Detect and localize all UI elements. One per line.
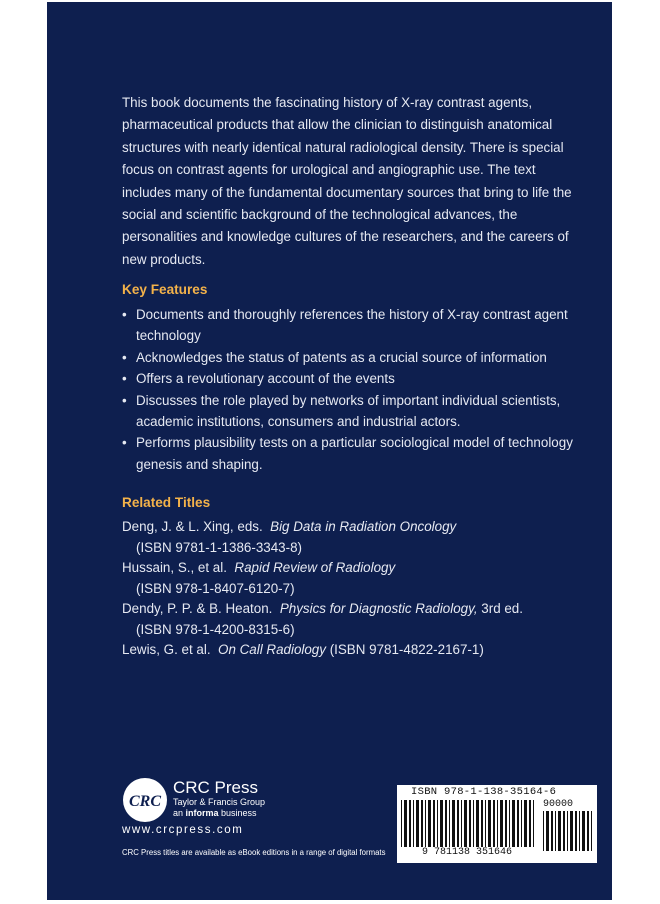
barcode-bar: [551, 811, 553, 851]
book-title: Big Data in Radiation Oncology: [270, 519, 457, 534]
barcode-bar: [461, 800, 462, 851]
barcode-bar: [558, 811, 561, 851]
barcode-bar: [416, 800, 419, 851]
barcode-bar: [497, 800, 498, 851]
barcode-bar: [521, 800, 522, 851]
list-item: • Discusses the role played by networks of important individual scientists, academic institutions, consumers and industrial actors.: [122, 390, 592, 433]
key-features-heading: Key Features: [122, 282, 208, 297]
barcode-isbn-text: ISBN 978-1-138-35164-6: [411, 786, 557, 798]
barcode-addon: 90000: [543, 799, 574, 810]
barcode-bar: [493, 800, 495, 851]
list-item: • Performs plausibility tests on a particular sociological model of technology genesis and shaping.: [122, 432, 592, 475]
related-title-entry: Deng, J. & L. Xing, eds. Big Data in Radiation Oncology (ISBN 9781-1-1386-3343-8): [122, 517, 582, 558]
bullet-icon: •: [122, 349, 127, 365]
back-cover: [47, 2, 612, 900]
barcode-bar: [469, 800, 471, 851]
barcode-bar: [567, 811, 568, 851]
bullet-icon: •: [122, 435, 127, 451]
list-item: • Documents and thoroughly references the history of X-ray contrast agent technology: [122, 304, 592, 347]
barcode-bar: [421, 800, 423, 851]
barcode-bar: [543, 811, 544, 851]
logo-text: CRC: [128, 793, 162, 810]
barcode-bar: [428, 800, 431, 851]
book-title: On Call Radiology: [218, 642, 326, 657]
isbn: (ISBN 978-1-4200-8315-6): [136, 621, 295, 637]
barcode-bar: [413, 800, 414, 851]
book-title: Physics for Diagnostic Radiology,: [279, 601, 478, 616]
publisher-block: [173, 779, 265, 819]
informa-line: an informa business: [173, 808, 257, 818]
barcode-bar: [517, 800, 519, 851]
barcode-bar: [582, 811, 585, 851]
barcode-bar: [473, 800, 474, 851]
barcode-bar: [524, 800, 527, 851]
related-titles-list: [122, 517, 582, 661]
barcode-bar: [505, 800, 507, 851]
related-title-entry: Lewis, G. et al. On Call Radiology (ISBN 9781-4822-2167-1): [122, 642, 484, 657]
barcode-bar: [440, 800, 443, 851]
barcode-bar: [546, 811, 549, 851]
barcode-bar: [437, 800, 438, 851]
barcode-bar: [433, 800, 435, 851]
list-item: • Offers a revolutionary account of the events: [122, 368, 592, 389]
barcode-bar: [509, 800, 510, 851]
book-title: Rapid Review of Radiology: [234, 560, 396, 575]
publisher-website: www.crcpress.com: [122, 824, 244, 836]
barcode-bar: [555, 811, 556, 851]
barcode-bar: [587, 811, 589, 851]
book-description: This book documents the fascinating history of X-ray contrast agents, pharmaceutical products that allow the clinician to distinguish anatomical structures with nearly identical natural radiological density. There is special focus on contrast agents for urological and angiographic use. The text includes many of the fundamental documentary sources that bring to life the social and scientific background of the technological advances, the personalities and knowledge cultures of the researchers, and the careers of new products.: [122, 95, 572, 267]
bullet-icon: •: [122, 307, 127, 322]
barcode-bar: [488, 800, 491, 851]
barcode-bar: [452, 800, 455, 851]
publisher-name: CRC Press: [173, 778, 259, 797]
isbn: (ISBN 9781-1-1386-3343-8): [136, 539, 302, 555]
barcode-bar: [457, 800, 459, 851]
isbn: (ISBN 978-1-8407-6120-7): [136, 580, 295, 596]
barcode-bar: [533, 800, 534, 851]
barcode-bar: [449, 800, 450, 851]
ebook-note: CRC Press titles are available as eBook editions in a range of digital formats: [122, 848, 386, 857]
bullet-icon: •: [122, 392, 127, 408]
barcode-bar: [570, 811, 573, 851]
barcode-bar: [563, 811, 565, 851]
barcode-bar: [409, 800, 411, 851]
barcode-bar: [481, 800, 483, 851]
barcode-bar: [512, 800, 515, 851]
barcode-bar: [500, 800, 503, 851]
barcode-bar: [591, 811, 592, 851]
related-title-entry: Dendy, P. P. & B. Heaton. Physics for Diagnostic Radiology, 3rd ed. (ISBN 978-1-4200-8315-6): [122, 599, 582, 640]
barcode-bar: [575, 811, 577, 851]
barcode-bar: [464, 800, 467, 851]
related-title-entry: Hussain, S., et al. Rapid Review of Radiology (ISBN 978-1-8407-6120-7): [122, 558, 582, 599]
list-item: • Acknowledges the status of patents as a crucial source of information: [122, 347, 592, 368]
barcode-ean: 9 781138 351646: [397, 847, 537, 858]
barcode-bar: [425, 800, 426, 851]
crc-logo-icon: [122, 777, 168, 823]
barcode-bar: [476, 800, 479, 851]
barcode-bar: [401, 800, 402, 851]
barcode-bar: [404, 800, 407, 851]
publisher-group: Taylor & Francis Group: [173, 797, 266, 807]
barcode-bar: [529, 800, 531, 851]
related-titles-heading: Related Titles: [122, 495, 211, 510]
barcode-bar: [485, 800, 486, 851]
barcode: [397, 785, 597, 863]
key-features-list: [122, 304, 592, 475]
bullet-icon: •: [122, 371, 127, 387]
barcode-bar: [445, 800, 447, 851]
barcode-bar: [579, 811, 580, 851]
